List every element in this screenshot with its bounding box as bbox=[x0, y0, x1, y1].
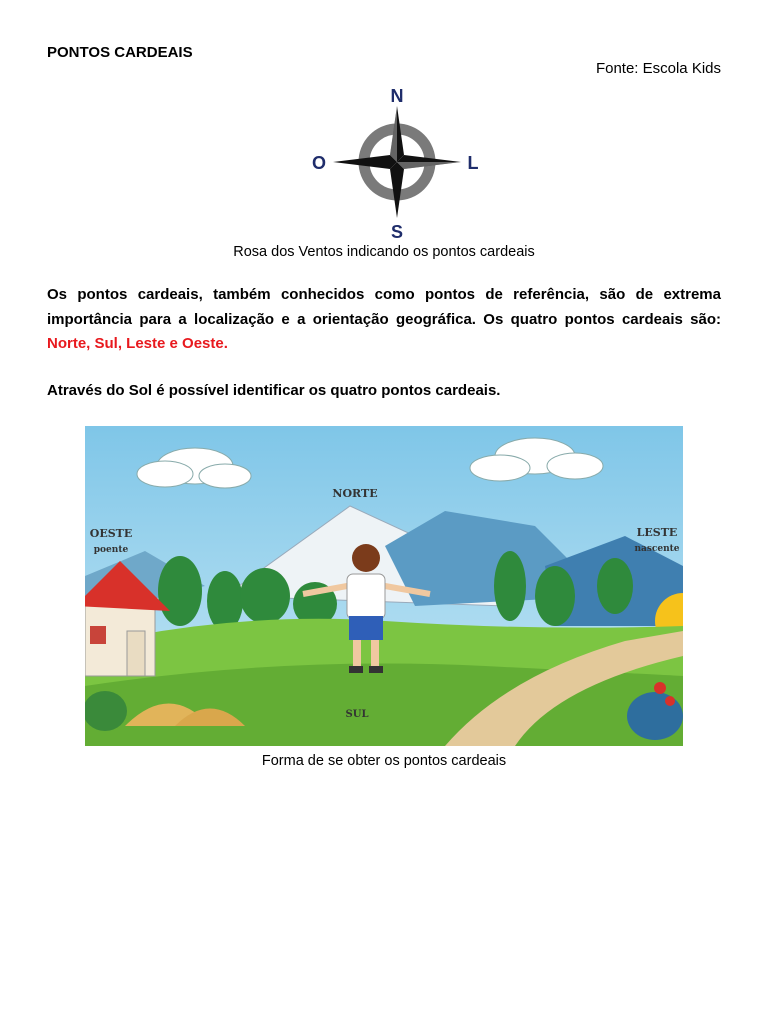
scene-east-sub-label: nascente bbox=[634, 544, 680, 554]
illustration-caption: Forma de se obter os pontos cardeais bbox=[261, 753, 507, 769]
scene-west-sub-label: poente bbox=[93, 545, 129, 555]
cardinal-points-illustration bbox=[85, 426, 683, 746]
scene-west-label: OESTE bbox=[89, 527, 133, 540]
scene-south-label: SUL bbox=[345, 709, 369, 720]
intro-paragraph bbox=[47, 283, 721, 357]
compass-south-label: S bbox=[390, 222, 404, 242]
compass-north-label: N bbox=[390, 86, 404, 106]
sun-paragraph: Através do Sol é possível identificar os quatro pontos cardeais. bbox=[47, 382, 501, 399]
compass-rose-image bbox=[305, 82, 490, 244]
compass-west-label: O bbox=[311, 153, 327, 173]
compass-east-label: L bbox=[467, 153, 479, 173]
scene-east-label: LESTE bbox=[636, 526, 678, 539]
source-credit: Fonte: Escola Kids bbox=[595, 60, 721, 77]
compass-rose-icon bbox=[305, 82, 490, 244]
page-title: PONTOS CARDEAIS bbox=[47, 44, 193, 61]
intro-text: Os pontos cardeais, também conhecidos como pontos de referência, são de extrema importância para a localização e a orientação geográfica. Os quatro pontos cardeais são: bbox=[47, 286, 721, 328]
cardinal-points-highlight: Norte, Sul, Leste e Oeste. bbox=[47, 335, 228, 352]
compass-caption: Rosa dos Ventos indicando os pontos cardeais bbox=[233, 244, 535, 260]
scene-north-label: NORTE bbox=[332, 487, 378, 500]
